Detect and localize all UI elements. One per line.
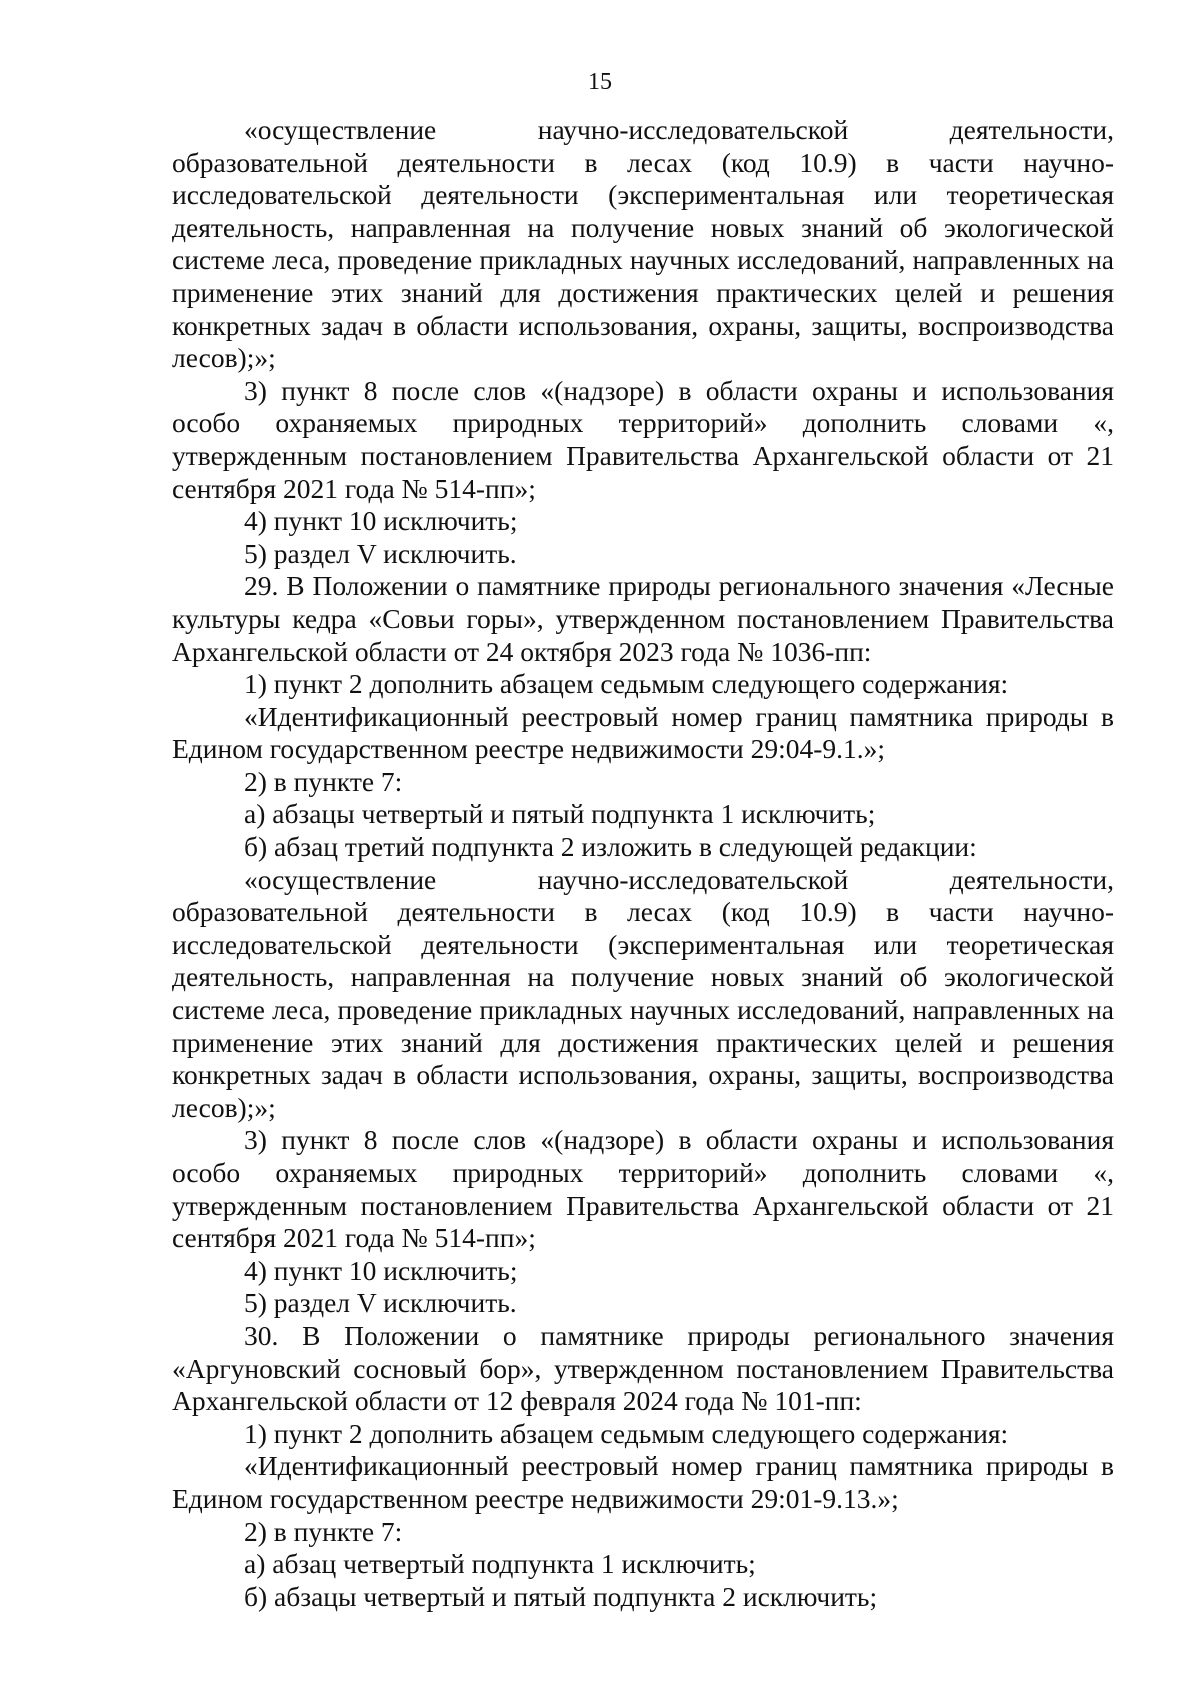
paragraph-subitem-a: а) абзац четвертый подпункта 1 исключить; [244, 1548, 756, 1580]
paragraph-item-3-point-8: 3) пункт 8 после слов «(надзоре) в области охраны и использования особо охраняемых природных территорий» дополнить словами «, утвержденным постановлением Правительства Архангельской области от 21 сентября 2021 года № 514-пп»; [172, 374, 1114, 504]
document-body [172, 114, 1114, 1613]
paragraph-subitem-a: а) абзацы четвертый и пятый подпункта 1 исключить; [244, 798, 876, 830]
paragraph-quoted-registry-number: «Идентификационный реестровый номер границ памятника природы в Едином государственном реестре недвижимости 29:04-9.1.»; [172, 700, 1114, 765]
paragraph-subitem-b: б) абзац третий подпункта 2 изложить в следующей редакции: [244, 831, 977, 863]
paragraph-subitem-b: б) абзацы четвертый и пятый подпункта 2 исключить; [244, 1580, 878, 1612]
paragraph-item-2: 2) в пункте 7: [244, 1515, 403, 1547]
paragraph-item-5: 5) раздел V исключить. [244, 537, 517, 569]
paragraph-item-5: 5) раздел V исключить. [244, 1287, 517, 1319]
paragraph-section-30: 30. В Положении о памятнике природы регионального значения «Аргуновский сосновый бор», утвержденном постановлением Правительства Архангельской области от 12 февраля 2024 года № 101-пп: [172, 1319, 1114, 1417]
page-number: 15 [588, 69, 612, 95]
paragraph-item-4: 4) пункт 10 исключить; [244, 1254, 518, 1286]
paragraph-section-29: 29. В Положении о памятнике природы регионального значения «Лесные культуры кедра «Совьи горы», утвержденном постановлением Правительства Архангельской области от 24 октября 2023 года № 1036-пп: [172, 570, 1114, 667]
paragraph-quoted-activity-1: «осуществление научно-исследовательской деятельности, образовательной деятельности в лесах (код 10.9) в части научно-исследовательской деятельности (экспериментальная или теоретическая деятельность, направленная на получение новых знаний об экологической системе леса, проведение прикладных научных исследований, направленных на применение этих знаний для достижения практических целей и решения конкретных задач в области использования, охраны, защиты, воспроизводства лесов);»; [172, 114, 1114, 374]
paragraph-item-1: 1) пункт 2 дополнить абзацем седьмым следующего содержания: [244, 1417, 1009, 1449]
paragraph-quoted-activity-2: «осуществление научно-исследовательской деятельности, образовательной деятельности в лесах (код 10.9) в части научно-исследовательской деятельности (экспериментальная или теоретическая деятельность, направленная на получение новых знаний об экологической системе леса, проведение прикладных научных исследований, направленных на применение этих знаний для достижения практических целей и решения конкретных задач в области использования, охраны, защиты, воспроизводства лесов);»; [172, 863, 1114, 1123]
paragraph-item-1: 1) пункт 2 дополнить абзацем седьмым следующего содержания: [244, 668, 1009, 700]
paragraph-item-2: 2) в пункте 7: [244, 765, 403, 797]
paragraph-item-3-point-8: 3) пункт 8 после слов «(надзоре) в области охраны и использования особо охраняемых природных территорий» дополнить словами «, утвержденным постановлением Правительства Архангельской области от 21 сентября 2021 года № 514-пп»; [172, 1124, 1114, 1254]
paragraph-quoted-registry-number: «Идентификационный реестровый номер границ памятника природы в Едином государственном реестре недвижимости 29:01-9.13.»; [172, 1450, 1114, 1514]
paragraph-item-4: 4) пункт 10 исключить; [244, 505, 518, 537]
